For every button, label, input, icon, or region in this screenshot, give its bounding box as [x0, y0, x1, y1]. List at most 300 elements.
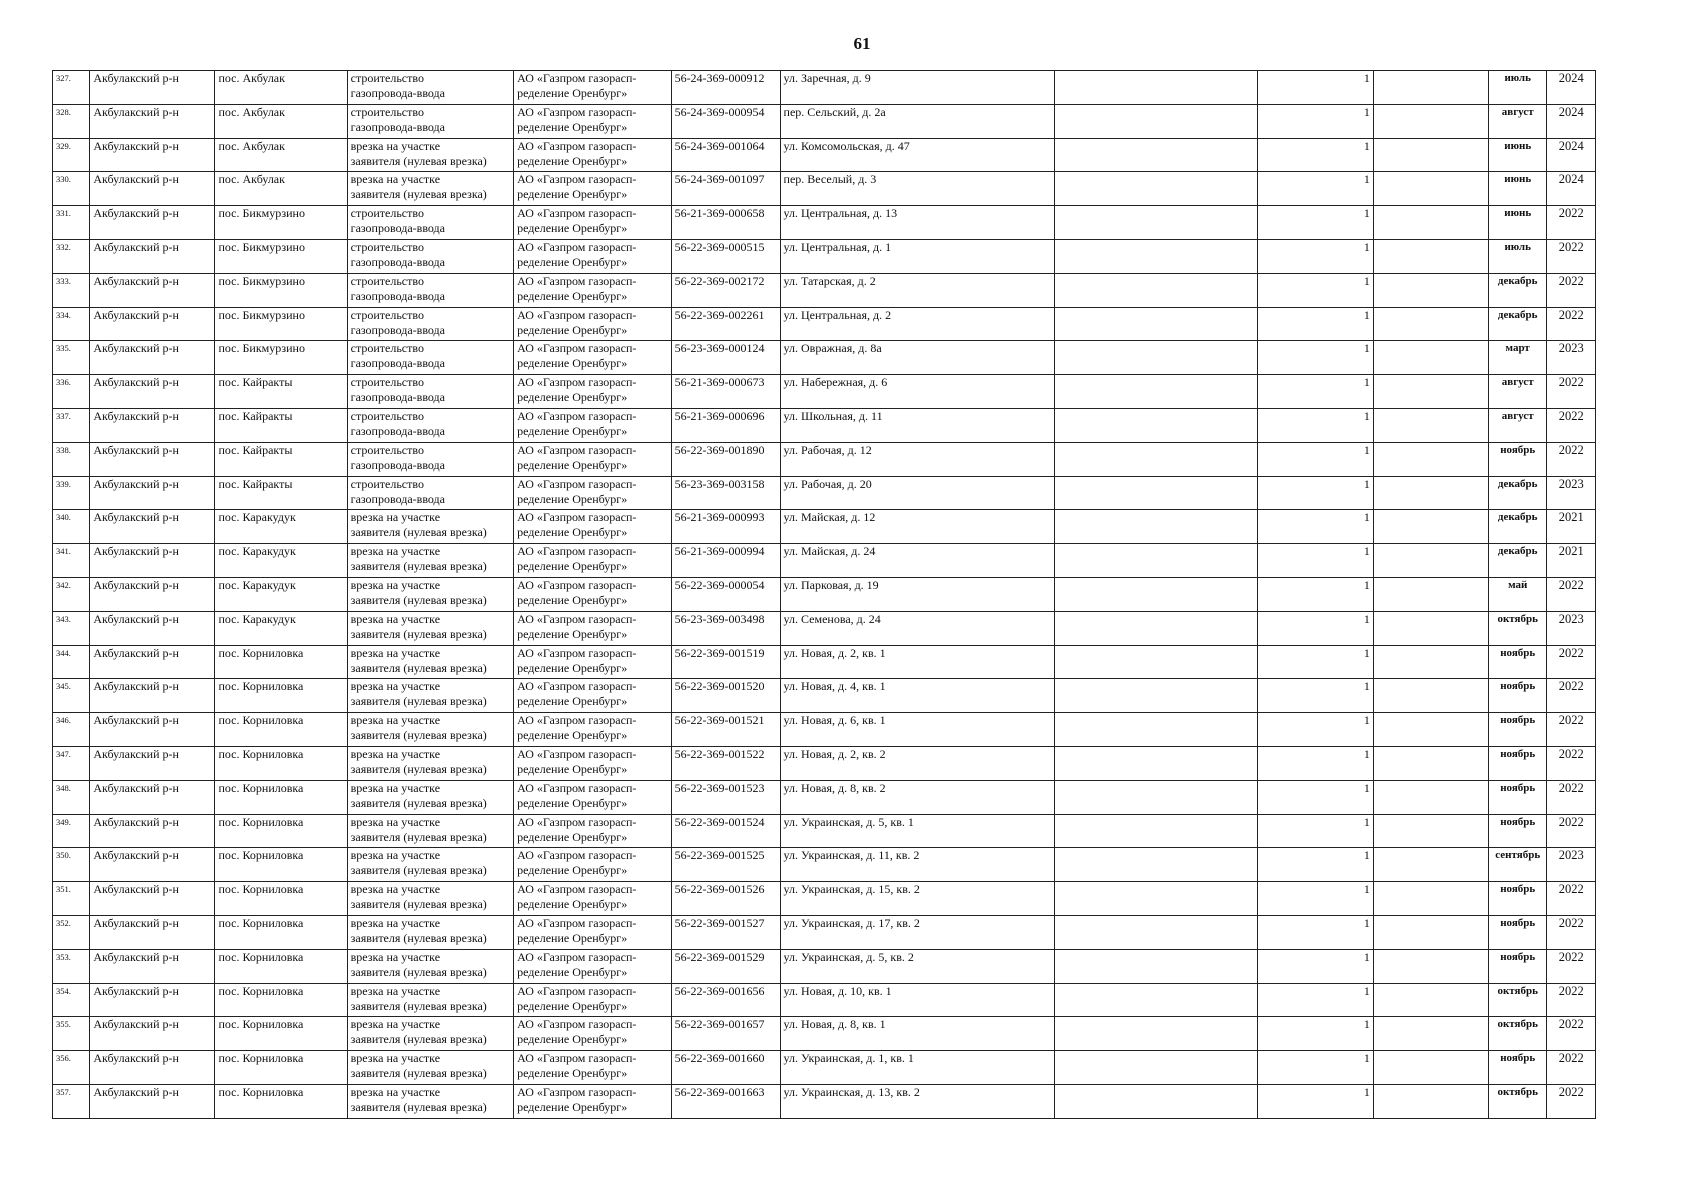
month-cell: август — [1488, 375, 1547, 409]
work-type-line-2: газопровода-ввода — [350, 356, 445, 371]
address-cell: ул. Новая, д. 4, кв. 1 — [780, 679, 1054, 713]
organization-line-1: АО «Газпром газорасп- — [517, 746, 637, 761]
application-code-cell: 56-22-369-001890 — [671, 442, 780, 476]
work-type-line-2: заявителя (нулевая врезка) — [350, 728, 487, 743]
year-cell: 2022 — [1547, 1017, 1596, 1051]
empty-cell — [1055, 746, 1258, 780]
address-cell: ул. Новая, д. 2, кв. 2 — [780, 746, 1054, 780]
work-type-line-1: врезка на участке — [350, 544, 441, 559]
organization-line-1: АО «Газпром газорасп- — [517, 206, 637, 221]
row-number: 339. — [53, 476, 90, 510]
year-cell: 2021 — [1547, 510, 1596, 544]
application-code-cell: 56-24-369-000954 — [671, 104, 780, 138]
organization-cell — [514, 138, 671, 172]
count-cell: 1 — [1257, 949, 1373, 983]
empty-cell — [1373, 949, 1488, 983]
empty-cell — [1055, 273, 1258, 307]
work-type-line-1: врезка на участке — [350, 510, 441, 525]
empty-cell — [1373, 71, 1488, 105]
organization-cell — [514, 408, 671, 442]
district-cell: Акбулакский р-н — [90, 915, 215, 949]
year-cell: 2022 — [1547, 1051, 1596, 1085]
work-type-cell — [347, 307, 514, 341]
empty-cell — [1373, 510, 1488, 544]
settlement-cell: пос. Корниловка — [215, 780, 347, 814]
empty-cell — [1373, 206, 1488, 240]
month-cell: декабрь — [1488, 510, 1547, 544]
table-row — [53, 746, 1596, 780]
empty-cell — [1373, 375, 1488, 409]
work-type-line-2: газопровода-ввода — [350, 221, 445, 236]
empty-cell — [1373, 1017, 1488, 1051]
empty-cell — [1055, 544, 1258, 578]
address-cell: ул. Украинская, д. 5, кв. 1 — [780, 814, 1054, 848]
district-cell: Акбулакский р-н — [90, 1084, 215, 1118]
month-cell: декабрь — [1488, 476, 1547, 510]
district-cell: Акбулакский р-н — [90, 239, 215, 273]
year-cell: 2022 — [1547, 307, 1596, 341]
organization-line-2: ределение Оренбург» — [517, 86, 628, 100]
organization-line-1: АО «Газпром газорасп- — [517, 138, 637, 153]
table-row — [53, 949, 1596, 983]
organization-line-2: ределение Оренбург» — [517, 457, 628, 472]
organization-cell — [514, 915, 671, 949]
settlement-cell: пос. Бикмурзино — [215, 341, 347, 375]
row-number: 336. — [53, 375, 90, 409]
month-cell: октябрь — [1488, 1084, 1547, 1118]
organization-line-1: АО «Газпром газорасп- — [517, 814, 637, 829]
address-cell: ул. Украинская, д. 13, кв. 2 — [780, 1084, 1054, 1118]
work-type-line-2: заявителя (нулевая врезка) — [350, 761, 487, 776]
address-cell: ул. Украинская, д. 1, кв. 1 — [780, 1051, 1054, 1085]
work-type-line-1: строительство — [350, 273, 424, 288]
table-row — [53, 307, 1596, 341]
work-type-cell — [347, 949, 514, 983]
application-code-cell: 56-22-369-001525 — [671, 848, 780, 882]
work-type-cell — [347, 611, 514, 645]
count-cell: 1 — [1257, 375, 1373, 409]
empty-cell — [1055, 375, 1258, 409]
month-cell: ноябрь — [1488, 679, 1547, 713]
month-cell: декабрь — [1488, 273, 1547, 307]
organization-cell — [514, 645, 671, 679]
work-type-line-1: строительство — [350, 408, 424, 423]
address-cell: ул. Новая, д. 8, кв. 2 — [780, 780, 1054, 814]
empty-cell — [1373, 341, 1488, 375]
organization-line-1: АО «Газпром газорасп- — [517, 1051, 637, 1066]
organization-line-1: АО «Газпром газорасп- — [517, 71, 637, 85]
organization-line-1: АО «Газпром газорасп- — [517, 239, 637, 254]
address-cell: ул. Татарская, д. 2 — [780, 273, 1054, 307]
organization-line-2: ределение Оренбург» — [517, 592, 628, 607]
empty-cell — [1055, 949, 1258, 983]
row-number: 346. — [53, 713, 90, 747]
row-number: 350. — [53, 848, 90, 882]
organization-line-1: АО «Газпром газорасп- — [517, 679, 637, 694]
empty-cell — [1055, 1051, 1258, 1085]
district-cell: Акбулакский р-н — [90, 713, 215, 747]
count-cell: 1 — [1257, 848, 1373, 882]
row-number: 337. — [53, 408, 90, 442]
count-cell: 1 — [1257, 206, 1373, 240]
row-number: 356. — [53, 1051, 90, 1085]
work-type-cell — [347, 341, 514, 375]
table-row — [53, 375, 1596, 409]
application-code-cell: 56-23-369-003158 — [671, 476, 780, 510]
organization-line-2: ределение Оренбург» — [517, 491, 628, 506]
work-type-cell — [347, 206, 514, 240]
work-type-line-2: заявителя (нулевая врезка) — [350, 863, 487, 878]
district-cell: Акбулакский р-н — [90, 476, 215, 510]
organization-line-2: ределение Оренбург» — [517, 559, 628, 574]
work-type-cell — [347, 71, 514, 105]
district-cell: Акбулакский р-н — [90, 341, 215, 375]
year-cell: 2022 — [1547, 882, 1596, 916]
application-code-cell: 56-22-369-001527 — [671, 915, 780, 949]
address-cell: ул. Украинская, д. 5, кв. 2 — [780, 949, 1054, 983]
organization-cell — [514, 104, 671, 138]
organization-line-2: ределение Оренбург» — [517, 221, 628, 236]
settlement-cell: пос. Каракудук — [215, 611, 347, 645]
organization-line-1: АО «Газпром газорасп- — [517, 544, 637, 559]
count-cell: 1 — [1257, 442, 1373, 476]
count-cell: 1 — [1257, 544, 1373, 578]
settlement-cell: пос. Корниловка — [215, 645, 347, 679]
district-cell: Акбулакский р-н — [90, 949, 215, 983]
month-cell: ноябрь — [1488, 1051, 1547, 1085]
year-cell: 2022 — [1547, 442, 1596, 476]
organization-line-1: АО «Газпром газорасп- — [517, 510, 637, 525]
empty-cell — [1373, 645, 1488, 679]
organization-cell — [514, 442, 671, 476]
row-number: 353. — [53, 949, 90, 983]
empty-cell — [1055, 577, 1258, 611]
application-code-cell: 56-22-369-001663 — [671, 1084, 780, 1118]
empty-cell — [1055, 476, 1258, 510]
empty-cell — [1055, 510, 1258, 544]
district-cell: Акбулакский р-н — [90, 577, 215, 611]
work-type-line-2: заявителя (нулевая врезка) — [350, 930, 487, 945]
work-type-cell — [347, 679, 514, 713]
table-row — [53, 848, 1596, 882]
work-type-line-2: газопровода-ввода — [350, 491, 445, 506]
work-type-line-2: газопровода-ввода — [350, 457, 445, 472]
month-cell: ноябрь — [1488, 814, 1547, 848]
work-type-line-1: врезка на участке — [350, 577, 441, 592]
organization-cell — [514, 679, 671, 713]
application-code-cell: 56-24-369-001097 — [671, 172, 780, 206]
application-code-cell: 56-22-369-001522 — [671, 746, 780, 780]
year-cell: 2022 — [1547, 746, 1596, 780]
empty-cell — [1055, 915, 1258, 949]
district-cell: Акбулакский р-н — [90, 307, 215, 341]
empty-cell — [1055, 679, 1258, 713]
settlement-cell: пос. Корниловка — [215, 915, 347, 949]
year-cell: 2022 — [1547, 915, 1596, 949]
table-row — [53, 476, 1596, 510]
empty-cell — [1055, 882, 1258, 916]
year-cell: 2022 — [1547, 814, 1596, 848]
organization-cell — [514, 577, 671, 611]
address-cell: ул. Набережная, д. 6 — [780, 375, 1054, 409]
organization-line-1: АО «Газпром газорасп- — [517, 307, 637, 322]
work-type-line-1: врезка на участке — [350, 679, 441, 694]
count-cell: 1 — [1257, 1017, 1373, 1051]
year-cell: 2022 — [1547, 713, 1596, 747]
row-number: 332. — [53, 239, 90, 273]
table-row — [53, 983, 1596, 1017]
year-cell: 2024 — [1547, 71, 1596, 105]
work-type-cell — [347, 1017, 514, 1051]
month-cell: сентябрь — [1488, 848, 1547, 882]
year-cell: 2022 — [1547, 679, 1596, 713]
district-cell: Акбулакский р-н — [90, 983, 215, 1017]
work-type-line-1: врезка на участке — [350, 611, 441, 626]
work-type-line-2: заявителя (нулевая врезка) — [350, 1032, 487, 1047]
row-number: 335. — [53, 341, 90, 375]
application-code-cell: 56-22-369-001521 — [671, 713, 780, 747]
settlement-cell: пос. Корниловка — [215, 882, 347, 916]
table-body — [53, 71, 1596, 1119]
count-cell: 1 — [1257, 780, 1373, 814]
address-cell: ул. Майская, д. 12 — [780, 510, 1054, 544]
month-cell: ноябрь — [1488, 780, 1547, 814]
table-row — [53, 239, 1596, 273]
empty-cell — [1055, 206, 1258, 240]
organization-line-2: ределение Оренбург» — [517, 998, 628, 1013]
application-code-cell: 56-24-369-001064 — [671, 138, 780, 172]
empty-cell — [1055, 611, 1258, 645]
organization-line-2: ределение Оренбург» — [517, 322, 628, 337]
application-code-cell: 56-22-369-002261 — [671, 307, 780, 341]
table-row — [53, 544, 1596, 578]
work-type-line-2: заявителя (нулевая врезка) — [350, 897, 487, 912]
organization-line-1: АО «Газпром газорасп- — [517, 713, 637, 728]
year-cell: 2024 — [1547, 172, 1596, 206]
row-number: 343. — [53, 611, 90, 645]
district-cell: Акбулакский р-н — [90, 408, 215, 442]
work-type-cell — [347, 983, 514, 1017]
work-type-cell — [347, 577, 514, 611]
count-cell: 1 — [1257, 341, 1373, 375]
application-code-cell: 56-22-369-002172 — [671, 273, 780, 307]
settlement-cell: пос. Корниловка — [215, 713, 347, 747]
year-cell: 2023 — [1547, 476, 1596, 510]
district-cell: Акбулакский р-н — [90, 848, 215, 882]
table-row — [53, 172, 1596, 206]
organization-line-1: АО «Газпром газорасп- — [517, 1017, 637, 1032]
year-cell: 2022 — [1547, 949, 1596, 983]
page-number: 61 — [853, 34, 871, 53]
settlement-cell: пос. Корниловка — [215, 848, 347, 882]
count-cell: 1 — [1257, 273, 1373, 307]
empty-cell — [1373, 239, 1488, 273]
organization-line-1: АО «Газпром газорасп- — [517, 882, 637, 897]
count-cell: 1 — [1257, 104, 1373, 138]
application-code-cell: 56-22-369-001520 — [671, 679, 780, 713]
work-type-cell — [347, 645, 514, 679]
work-type-line-2: газопровода-ввода — [350, 86, 445, 100]
organization-line-2: ределение Оренбург» — [517, 964, 628, 979]
settlement-cell: пос. Каракудук — [215, 544, 347, 578]
address-cell: пер. Сельский, д. 2а — [780, 104, 1054, 138]
work-type-line-2: заявителя (нулевая врезка) — [350, 626, 487, 641]
organization-cell — [514, 341, 671, 375]
row-number: 352. — [53, 915, 90, 949]
work-type-cell — [347, 814, 514, 848]
organization-line-1: АО «Газпром газорасп- — [517, 172, 637, 187]
organization-cell — [514, 172, 671, 206]
row-number: 327. — [53, 71, 90, 105]
settlement-cell: пос. Кайракты — [215, 476, 347, 510]
table-row — [53, 882, 1596, 916]
work-type-cell — [347, 138, 514, 172]
work-type-line-1: строительство — [350, 239, 424, 254]
month-cell: июнь — [1488, 172, 1547, 206]
work-type-cell — [347, 476, 514, 510]
address-cell: ул. Новая, д. 6, кв. 1 — [780, 713, 1054, 747]
work-type-line-2: заявителя (нулевая врезка) — [350, 559, 487, 574]
month-cell: декабрь — [1488, 544, 1547, 578]
district-cell: Акбулакский р-н — [90, 510, 215, 544]
table-row — [53, 915, 1596, 949]
year-cell: 2022 — [1547, 273, 1596, 307]
organization-line-2: ределение Оренбург» — [517, 1066, 628, 1081]
year-cell: 2022 — [1547, 408, 1596, 442]
work-type-line-2: газопровода-ввода — [350, 423, 445, 438]
organization-line-2: ределение Оренбург» — [517, 660, 628, 675]
year-cell: 2023 — [1547, 848, 1596, 882]
work-type-line-1: строительство — [350, 307, 424, 322]
count-cell: 1 — [1257, 983, 1373, 1017]
settlement-cell: пос. Бикмурзино — [215, 206, 347, 240]
application-code-cell: 56-22-369-001524 — [671, 814, 780, 848]
work-type-line-2: заявителя (нулевая врезка) — [350, 187, 487, 202]
work-type-line-2: газопровода-ввода — [350, 119, 445, 134]
row-number: 344. — [53, 645, 90, 679]
empty-cell — [1373, 172, 1488, 206]
table-row — [53, 713, 1596, 747]
application-code-cell: 56-22-369-001529 — [671, 949, 780, 983]
application-code-cell: 56-21-369-000994 — [671, 544, 780, 578]
empty-cell — [1055, 1017, 1258, 1051]
table-row — [53, 611, 1596, 645]
organization-line-2: ределение Оренбург» — [517, 187, 628, 202]
work-type-line-2: газопровода-ввода — [350, 322, 445, 337]
work-type-cell — [347, 273, 514, 307]
empty-cell — [1055, 71, 1258, 105]
year-cell: 2022 — [1547, 780, 1596, 814]
row-number: 345. — [53, 679, 90, 713]
work-type-line-2: заявителя (нулевая врезка) — [350, 964, 487, 979]
work-type-line-1: строительство — [350, 442, 424, 457]
row-number: 333. — [53, 273, 90, 307]
organization-line-1: АО «Газпром газорасп- — [517, 375, 637, 390]
empty-cell — [1373, 1051, 1488, 1085]
work-type-line-1: врезка на участке — [350, 915, 441, 930]
empty-cell — [1373, 544, 1488, 578]
district-cell: Акбулакский р-н — [90, 273, 215, 307]
row-number: 331. — [53, 206, 90, 240]
month-cell: ноябрь — [1488, 949, 1547, 983]
empty-cell — [1373, 679, 1488, 713]
table-row — [53, 442, 1596, 476]
empty-cell — [1373, 408, 1488, 442]
organization-cell — [514, 983, 671, 1017]
organization-line-2: ределение Оренбург» — [517, 728, 628, 743]
year-cell: 2021 — [1547, 544, 1596, 578]
district-cell: Акбулакский р-н — [90, 375, 215, 409]
address-cell: ул. Семенова, д. 24 — [780, 611, 1054, 645]
settlement-cell: пос. Кайракты — [215, 408, 347, 442]
table-row — [53, 71, 1596, 105]
organization-line-1: АО «Газпром газорасп- — [517, 476, 637, 491]
table-row — [53, 1084, 1596, 1118]
address-cell: ул. Комсомольская, д. 47 — [780, 138, 1054, 172]
organization-line-2: ределение Оренбург» — [517, 525, 628, 540]
settlement-cell: пос. Кайракты — [215, 375, 347, 409]
empty-cell — [1055, 442, 1258, 476]
settlement-cell: пос. Корниловка — [215, 1084, 347, 1118]
address-cell: ул. Новая, д. 10, кв. 1 — [780, 983, 1054, 1017]
organization-line-1: АО «Газпром газорасп- — [517, 983, 637, 998]
count-cell: 1 — [1257, 915, 1373, 949]
month-cell: июль — [1488, 71, 1547, 105]
application-code-cell: 56-21-369-000658 — [671, 206, 780, 240]
organization-line-2: ределение Оренбург» — [517, 626, 628, 641]
organization-line-2: ределение Оренбург» — [517, 254, 628, 269]
empty-cell — [1055, 645, 1258, 679]
empty-cell — [1373, 713, 1488, 747]
table-row — [53, 341, 1596, 375]
work-type-cell — [347, 780, 514, 814]
organization-cell — [514, 476, 671, 510]
application-code-cell: 56-21-369-000696 — [671, 408, 780, 442]
work-type-line-1: строительство — [350, 71, 424, 85]
row-number: 355. — [53, 1017, 90, 1051]
row-number: 334. — [53, 307, 90, 341]
count-cell: 1 — [1257, 1051, 1373, 1085]
settlement-cell: пос. Каракудук — [215, 577, 347, 611]
empty-cell — [1373, 882, 1488, 916]
year-cell: 2023 — [1547, 611, 1596, 645]
row-number: 349. — [53, 814, 90, 848]
work-type-cell — [347, 1051, 514, 1085]
work-type-line-2: заявителя (нулевая врезка) — [350, 829, 487, 844]
row-number: 329. — [53, 138, 90, 172]
count-cell: 1 — [1257, 814, 1373, 848]
month-cell: август — [1488, 104, 1547, 138]
table-row — [53, 206, 1596, 240]
address-cell: ул. Майская, д. 24 — [780, 544, 1054, 578]
organization-line-2: ределение Оренбург» — [517, 863, 628, 878]
year-cell: 2022 — [1547, 375, 1596, 409]
work-type-line-1: врезка на участке — [350, 138, 441, 153]
empty-cell — [1055, 983, 1258, 1017]
district-cell: Акбулакский р-н — [90, 544, 215, 578]
address-cell: ул. Рабочая, д. 20 — [780, 476, 1054, 510]
year-cell: 2022 — [1547, 206, 1596, 240]
organization-line-2: ределение Оренбург» — [517, 829, 628, 844]
organization-line-2: ределение Оренбург» — [517, 356, 628, 371]
settlement-cell: пос. Акбулак — [215, 172, 347, 206]
settlement-cell: пос. Корниловка — [215, 746, 347, 780]
row-number: 348. — [53, 780, 90, 814]
organization-line-1: АО «Газпром газорасп- — [517, 104, 637, 119]
row-number: 338. — [53, 442, 90, 476]
district-cell: Акбулакский р-н — [90, 442, 215, 476]
organization-cell — [514, 814, 671, 848]
